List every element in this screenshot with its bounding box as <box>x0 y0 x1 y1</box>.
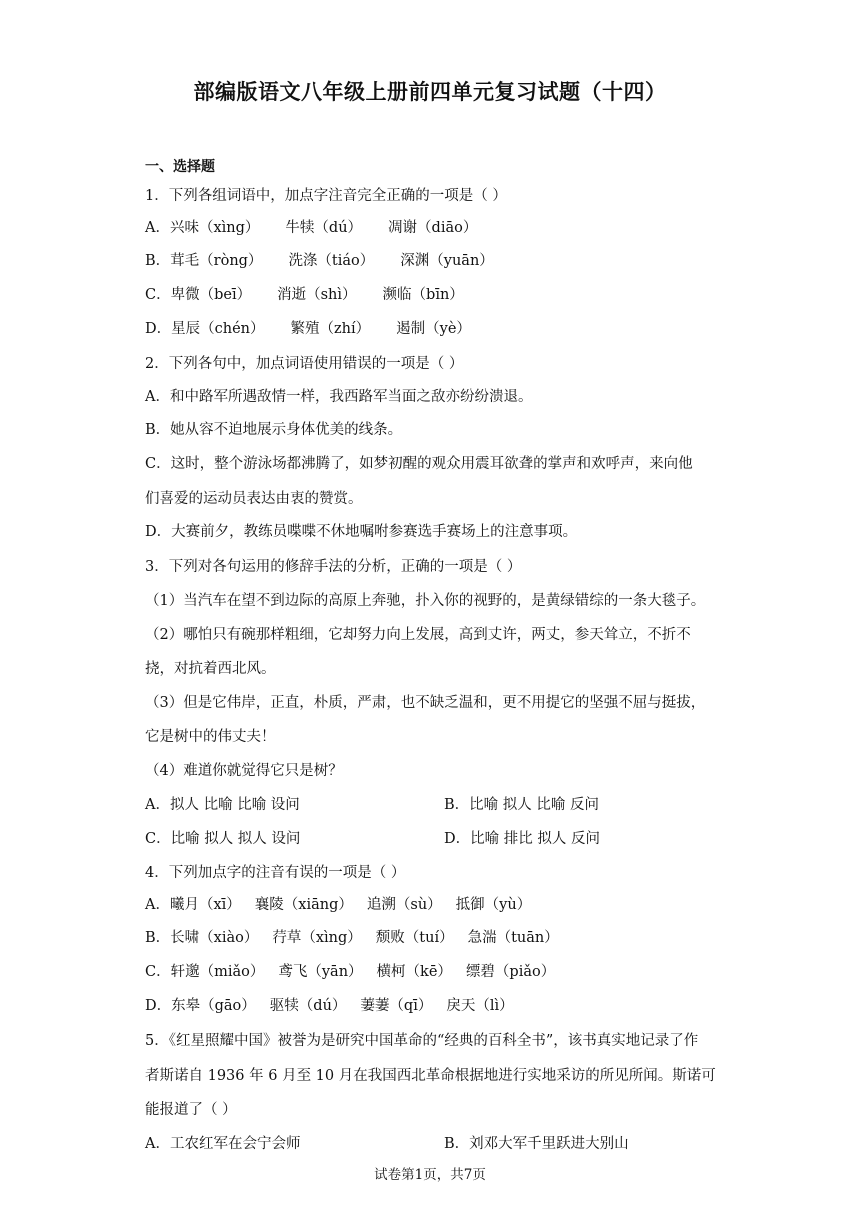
question-1-option-d[interactable] <box>145 319 471 339</box>
question-2-option-c-continued: 们喜爱的运动员表达由衷的赞赏。 <box>145 491 363 507</box>
option-word: B．茸毛（ròng） <box>145 253 263 269</box>
page-footer: 试卷第1页，共7页 <box>374 1167 486 1183</box>
question-2-option-b[interactable]: B．她从容不迫地展示身体优美的线条。 <box>145 422 403 438</box>
option-word: 荇草（xìng） <box>272 930 362 946</box>
option-word: A．曦月（xī） <box>145 897 241 913</box>
question-3-option-b[interactable]: B．比喻 拟人 比喻 反问 <box>444 797 599 813</box>
question-3-sentence-1: （1）当汽车在望不到边际的高原上奔驰，扑入你的视野的，是黄绿错综的一条大毯子。 <box>145 593 706 609</box>
question-3-option-a[interactable]: A．拟人 比喻 比喻 设问 <box>145 797 300 813</box>
option-word: C．轩邈（miǎo） <box>145 964 265 980</box>
question-5-option-a[interactable]: A．工农红军在会宁会师 <box>145 1136 301 1152</box>
option-word: 消逝（shì） <box>277 287 357 303</box>
question-4-option-d[interactable] <box>145 996 514 1016</box>
question-1-stem: 1．下列各组词语中，加点字注音完全正确的一项是（ ） <box>145 188 507 204</box>
question-2-option-c[interactable]: C．这时，整个游泳场都沸腾了，如梦初醒的观众用震耳欲聋的掌声和欢呼声，来向他 <box>145 456 693 472</box>
question-2-option-d[interactable]: D．大赛前夕，教练员喋喋不休地嘱咐参赛选手赛场上的注意事项。 <box>145 524 578 540</box>
option-word: 横柯（kē） <box>376 964 452 980</box>
question-4-option-b[interactable] <box>145 928 559 948</box>
question-5-option-b[interactable]: B．刘邓大军千里跃进大别山 <box>444 1136 629 1152</box>
option-word: 濒临（bīn） <box>382 287 464 303</box>
question-3-sentence-2-continued: 挠，对抗着西北风。 <box>145 661 276 677</box>
question-5-stem-end: 能报道了（ ） <box>145 1102 237 1118</box>
question-4-option-a[interactable] <box>145 895 531 915</box>
question-3-sentence-4: （4）难道你就觉得它只是树？ <box>145 763 343 779</box>
question-5-stem: 5．《红星照耀中国》被誉为是研究中国革命的“经典的百科全书”，该书真实地记录了作 <box>145 1033 699 1049</box>
question-2-stem: 2．下列各句中，加点词语使用错误的一项是（ ） <box>145 356 464 372</box>
question-3-sentence-2: （2）哪怕只有碗那样粗细，它却努力向上发展，高到丈许，两丈，参天耸立，不折不 <box>145 627 691 643</box>
option-word: 急湍（tuān） <box>467 930 559 946</box>
option-word: 萋萋（qī） <box>360 998 433 1014</box>
option-word: 遏制（yè） <box>396 321 471 337</box>
question-1-option-b[interactable] <box>145 251 494 271</box>
option-word: 鸢飞（yān） <box>278 964 363 980</box>
option-word: 繁殖（zhí） <box>290 321 371 337</box>
option-word: C．卑微（beī） <box>145 287 252 303</box>
option-word: D．星辰（chén） <box>145 321 265 337</box>
option-word: 襄陵（xiāng） <box>254 897 353 913</box>
question-2-option-a[interactable]: A．和中路军所遇敌情一样，我西路军当面之敌亦纷纷溃退。 <box>145 389 533 405</box>
option-word: 凋谢（diāo） <box>388 220 478 236</box>
question-4-option-c[interactable] <box>145 962 555 982</box>
question-3-stem: 3．下列对各句运用的修辞手法的分析，正确的一项是（ ） <box>145 559 522 575</box>
page-title: 部编版语文八年级上册前四单元复习试题（十四） <box>193 80 667 104</box>
question-4-stem: 4．下列加点字的注音有误的一项是（ ） <box>145 865 406 881</box>
option-word: B．长啸（xiào） <box>145 930 259 946</box>
option-word: D．东皋（gāo） <box>145 998 256 1014</box>
question-3-sentence-3: （3）但是它伟岸，正直，朴质，严肃，也不缺乏温和，更不用提它的坚强不屈与挺拔， <box>145 695 706 711</box>
option-word: 追溯（sù） <box>366 897 442 913</box>
question-3-sentence-3-continued: 它是树中的伟丈夫！ <box>145 729 276 745</box>
option-word: 抵御（yù） <box>455 897 532 913</box>
option-word: 深渊（yuān） <box>400 253 494 269</box>
question-3-option-d[interactable]: D．比喻 排比 拟人 反问 <box>444 831 600 847</box>
question-1-option-a[interactable] <box>145 218 477 238</box>
option-word: 牛犊（dú） <box>285 220 363 236</box>
question-5-stem-continued: 者斯诺自 1936 年 6 月至 10 月在我国西北革命根据地进行实地采访的所见所闻。斯诺可 <box>145 1068 716 1084</box>
option-word: 驱犊（dú） <box>269 998 347 1014</box>
option-word: 颓败（tuí） <box>375 930 454 946</box>
question-3-option-c[interactable]: C．比喻 拟人 拟人 设问 <box>145 831 301 847</box>
option-word: A．兴味（xìng） <box>145 220 260 236</box>
option-word: 戾天（lì） <box>446 998 514 1014</box>
option-word: 缥碧（piǎo） <box>465 964 556 980</box>
option-word: 洗涤（tiáo） <box>288 253 375 269</box>
section-heading: 一、选择题 <box>145 159 215 175</box>
question-1-option-c[interactable] <box>145 285 464 305</box>
